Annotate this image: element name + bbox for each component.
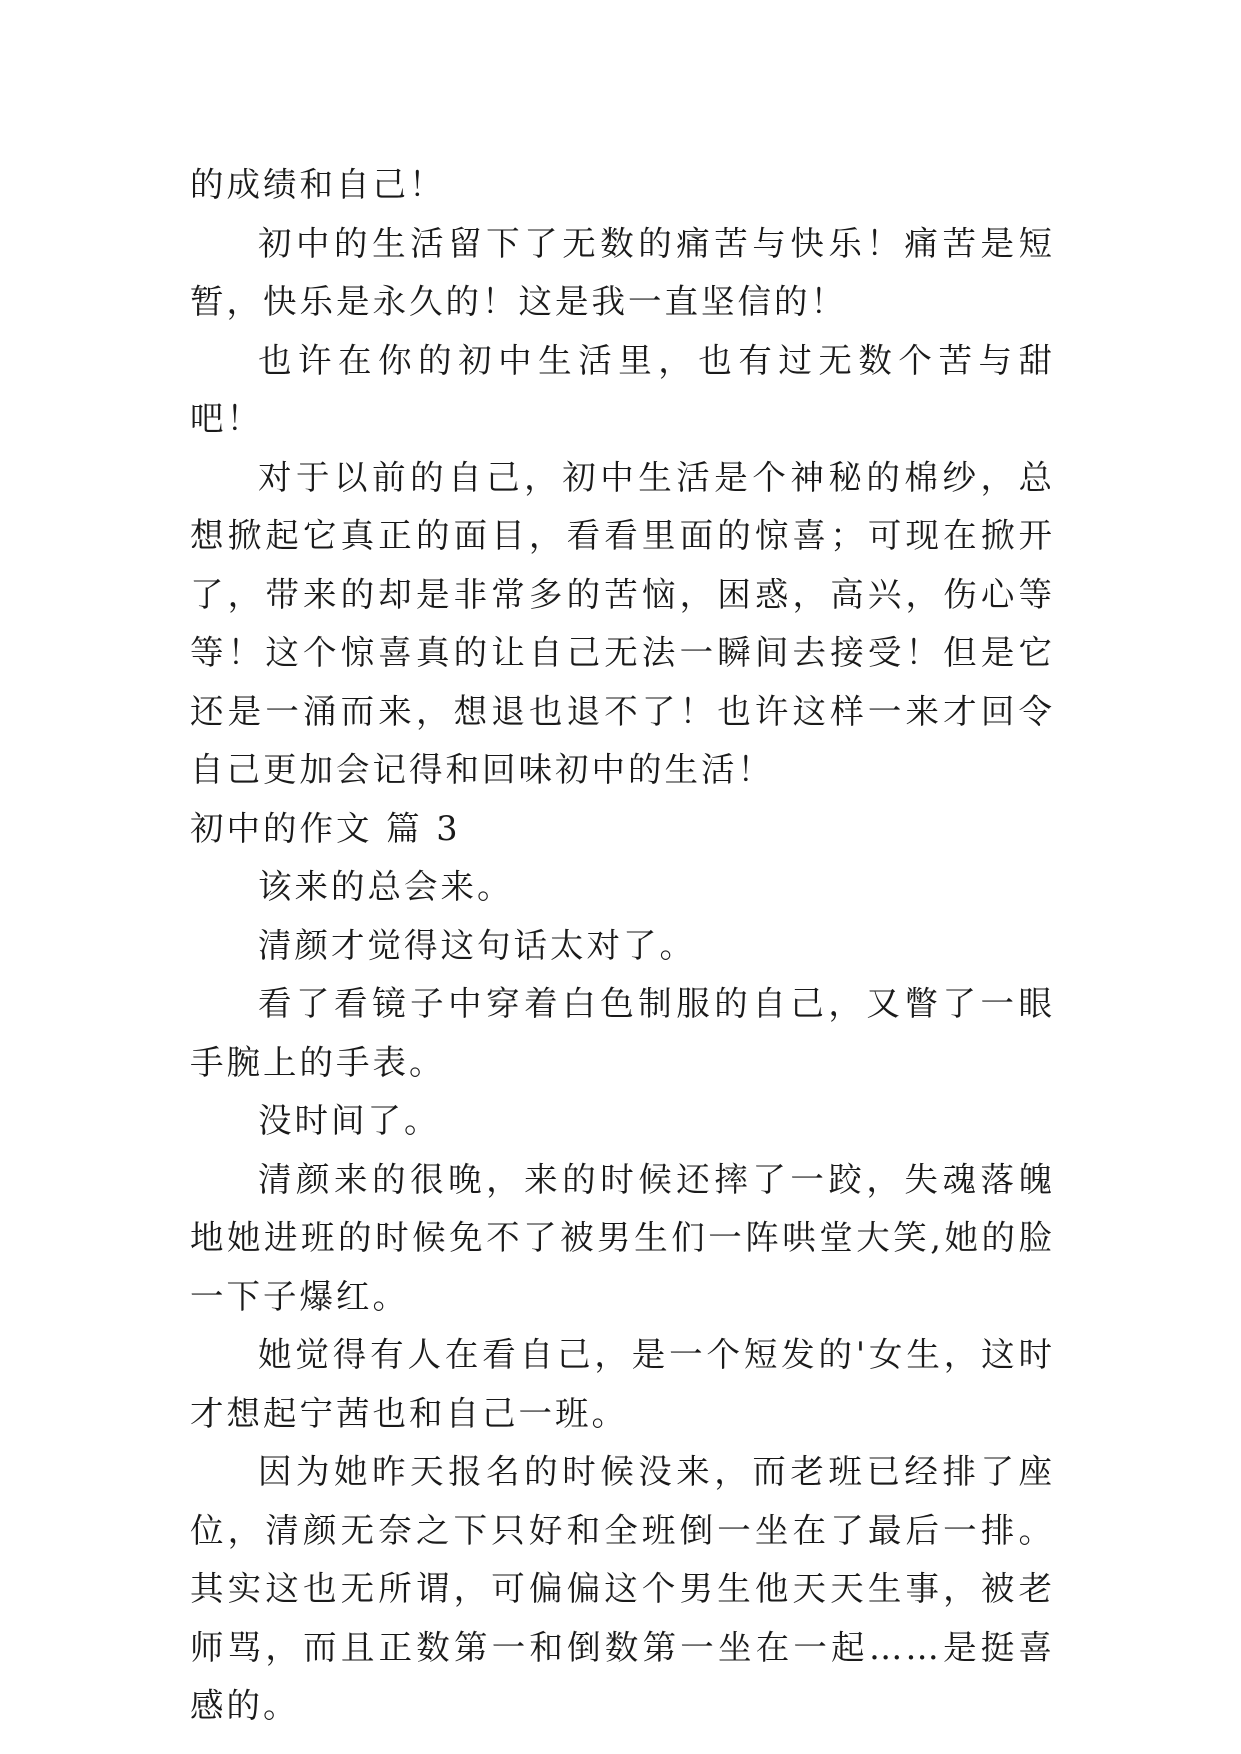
paragraph: 初中的生活留下了无数的痛苦与快乐！痛苦是短暂，快乐是永久的！这是我一直坚信的！ (190, 223, 1055, 321)
paragraph: 看了看镜子中穿着白色制服的自己，又瞥了一眼手腕上的手表。 (190, 984, 1055, 1082)
paragraph: 因为她昨天报名的时候没来，而老班已经排了座位，清颜无奈之下只好和全班倒一坐在了最后一排。其实这也无所谓，可偏偏这个男生他天天生事，被老师骂，而且正数第一和倒数第一坐在一起……是挺喜感的。 (190, 1452, 1055, 1725)
paragraph: 该来的总会来。 (258, 867, 514, 906)
paragraph: 也许在你的初中生活里，也有过无数个苦与甜吧！ (190, 340, 1055, 438)
paragraph: 的成绩和自己！ (190, 165, 446, 204)
paragraph: 她觉得有人在看自己，是一个短发的'女生，这时才想起宁茜也和自己一班。 (190, 1335, 1055, 1433)
section-heading: 初中的作文 篇 3 (190, 808, 461, 848)
paragraph: 没时间了。 (258, 1101, 441, 1140)
document-body (190, 156, 1055, 1736)
paragraph: 对于以前的自己，初中生活是个神秘的棉纱，总想掀起它真正的面目，看看里面的惊喜；可现在掀开了，带来的却是非常多的苦恼，困惑，高兴，伤心等等！这个惊喜真的让自己无法一瞬间去接受！但是它还是一涌而来，想退也退不了！也许这样一来才回令自己更加会记得和回味初中的生活！ (190, 457, 1055, 789)
paragraph: 清颜来的很晚，来的时候还摔了一跤，失魂落魄地她进班的时候免不了被男生们一阵哄堂大笑,她的脸一下子爆红。 (190, 1159, 1055, 1316)
paragraph: 清颜才觉得这句话太对了。 (258, 925, 696, 965)
